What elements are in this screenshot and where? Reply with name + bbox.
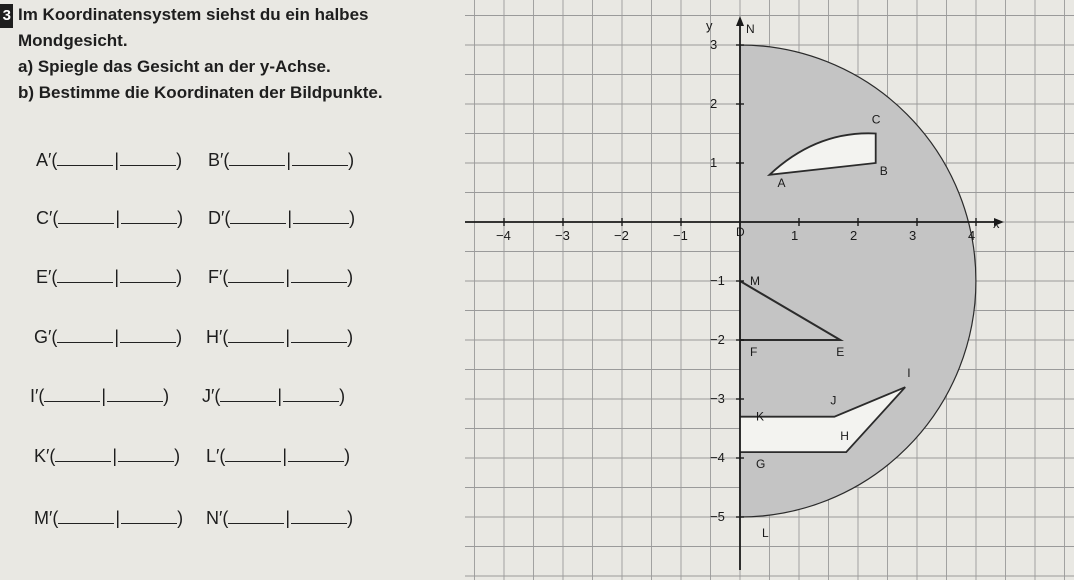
point-label: G′ [34,327,52,347]
open-paren: ( [52,208,59,228]
y-tick-label: −5 [710,509,725,524]
x-axis-label: x [993,216,1000,231]
point-label-a: A [777,175,786,190]
point-label-k: K [756,409,765,424]
x-tick-label: 4 [968,228,976,243]
x-tick-label: −1 [673,228,688,243]
point-label-c: C [871,112,881,127]
open-paren: ( [51,327,58,347]
point-label: A′ [36,150,52,170]
y-tick-label: −2 [710,332,725,347]
point-label-g: G [756,457,766,472]
point-label: J′ [202,386,215,406]
close-paren: ) [177,208,184,228]
close-paren: ) [347,267,354,287]
point-label-e: E [836,345,845,359]
close-paren: ) [347,327,354,347]
y-axis-arrow-icon [736,16,744,26]
y-tick-label: −4 [710,450,725,465]
point-label-m: M [750,274,760,288]
close-paren: ) [348,150,355,170]
close-paren: ) [176,150,183,170]
separator: | [285,508,291,528]
open-paren: ( [38,386,45,406]
point-label: K′ [34,446,50,466]
point-label: I′ [30,386,39,406]
open-paren: ( [51,267,58,287]
task-part-b: b) Bestimme die Koordinaten der Bildpunkte. [18,83,383,102]
y-tick-label: −1 [710,273,725,288]
point-label-n: N [746,22,755,36]
separator: | [286,150,292,170]
separator: | [285,267,291,287]
close-paren: ) [339,386,346,406]
task-intro-line-1: Im Koordinatensystem siehst du ein halbes [18,5,369,24]
point-label: F′ [208,267,223,287]
open-paren: ( [223,150,230,170]
close-paren: ) [176,267,183,287]
point-label-i: I [907,366,911,381]
point-label-d: D [736,225,745,239]
point-label: N′ [206,508,223,528]
y-tick-label: 3 [710,37,718,52]
close-paren: ) [344,446,351,466]
close-paren: ) [349,208,356,228]
close-paren: ) [163,386,170,406]
point-label: E′ [36,267,52,287]
separator: | [115,208,121,228]
separator: | [114,150,120,170]
open-paren: ( [214,386,221,406]
point-label-l: L [762,526,769,540]
open-paren: ( [49,446,56,466]
point-label-f: F [750,345,758,359]
separator: | [282,446,288,466]
separator: | [101,386,107,406]
close-paren: ) [174,446,181,466]
point-label: C′ [36,208,53,228]
separator: | [114,327,120,347]
point-label: H′ [206,327,223,347]
open-paren: ( [222,508,229,528]
point-label: L′ [206,446,220,466]
point-label: B′ [208,150,224,170]
y-tick-label: 2 [710,96,718,111]
open-paren: ( [51,150,58,170]
point-label-h: H [840,429,849,444]
separator: | [115,508,121,528]
open-paren: ( [219,446,226,466]
open-paren: ( [224,208,231,228]
x-tick-label: −2 [614,228,629,243]
point-label-j: J [830,393,837,408]
separator: | [112,446,118,466]
separator: | [287,208,293,228]
x-tick-label: 3 [909,228,917,243]
open-paren: ( [52,508,59,528]
x-tick-label: −3 [555,228,570,243]
y-tick-label: 1 [710,155,718,170]
point-label: D′ [208,208,225,228]
task-number-badge: 3 [0,4,13,28]
separator: | [285,327,291,347]
point-label-b: B [879,164,888,178]
y-axis-label: y [706,18,713,33]
point-label: M′ [34,508,53,528]
close-paren: ) [177,508,184,528]
x-tick-label: −4 [496,228,511,243]
x-tick-label: 2 [850,228,858,243]
close-paren: ) [347,508,354,528]
separator: | [114,267,120,287]
task-part-a: a) Spiegle das Gesicht an der y-Achse. [18,57,331,76]
open-paren: ( [222,327,229,347]
task-intro-line-2: Mondgesicht. [18,31,128,50]
close-paren: ) [176,327,183,347]
y-tick-label: −3 [710,391,725,406]
x-tick-label: 1 [791,228,799,243]
separator: | [277,386,283,406]
open-paren: ( [222,267,229,287]
